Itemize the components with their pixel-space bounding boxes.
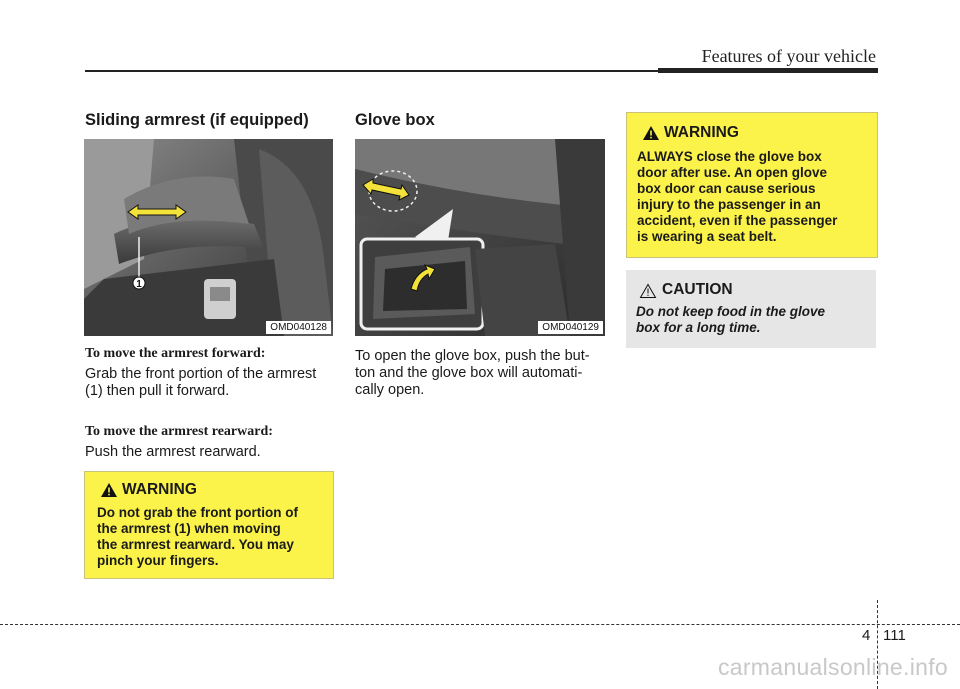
glovebox-text (355, 348, 607, 399)
glovebox-warning-text (637, 149, 869, 245)
caution-title: CAUTION (662, 281, 733, 298)
armrest-photo (84, 139, 333, 336)
glovebox-photo (355, 139, 605, 336)
callout-number: 1 (136, 279, 142, 290)
caution-line: box for a long time. (636, 320, 761, 335)
glovebox-illustration (355, 139, 605, 336)
warning-line: is wearing a seat belt. (637, 229, 777, 244)
caution-line: Do not keep food in the glove (636, 304, 825, 319)
warning-line: box door can cause serious (637, 181, 816, 196)
armrest-warning-title: WARNING (122, 481, 197, 498)
forward-text (85, 366, 335, 400)
warning-icon (100, 482, 118, 498)
armrest-warning-text (97, 505, 323, 569)
glovebox-image-code: OMD040129 (538, 321, 603, 334)
section-title: Features of your vehicle (701, 46, 876, 66)
chapter-number: 4 (862, 627, 871, 644)
glovebox-text-line: ton and the glove box will automati- (355, 365, 583, 381)
warning-line: ALWAYS close the glove box (637, 149, 822, 164)
caution-text (636, 304, 872, 336)
glovebox-text-line: To open the glove box, push the but- (355, 348, 590, 364)
glovebox-warning-title: WARNING (664, 124, 739, 141)
armrest-illustration (84, 139, 333, 336)
armrest-warning-box (84, 471, 334, 579)
caution-box (626, 270, 876, 348)
warning-line: door after use. An open glove (637, 165, 828, 180)
glovebox-heading: Glove box (355, 111, 435, 129)
header-rule (85, 70, 658, 72)
warning-line: the armrest (1) when moving (97, 521, 281, 536)
forward-text-line2: (1) then pull it forward. (85, 383, 230, 399)
forward-text-line1: Grab the front portion of the armrest (85, 366, 317, 382)
glovebox-text-line: cally open. (355, 382, 425, 398)
warning-line: Do not grab the front portion of (97, 505, 298, 520)
warning-line: pinch your fingers. (97, 553, 219, 568)
warning-line: accident, even if the passenger (637, 213, 838, 228)
caution-icon (639, 283, 657, 299)
page-number: 111 (883, 627, 906, 644)
header-rule-accent (658, 68, 878, 73)
armrest-heading: Sliding armrest (if equipped) (85, 111, 309, 129)
rearward-heading: To move the armrest rearward: (85, 424, 273, 439)
glovebox-warning-box (626, 112, 878, 258)
warning-line: the armrest rearward. You may (97, 537, 294, 552)
forward-heading: To move the armrest forward: (85, 346, 266, 361)
armrest-image-code: OMD040128 (266, 321, 331, 334)
footer-rule (0, 624, 960, 625)
rearward-text: Push the armrest rearward. (85, 444, 261, 460)
watermark: carmanualsonline.info (717, 654, 948, 680)
warning-icon (642, 125, 660, 141)
warning-line: injury to the passenger in an (637, 197, 821, 212)
